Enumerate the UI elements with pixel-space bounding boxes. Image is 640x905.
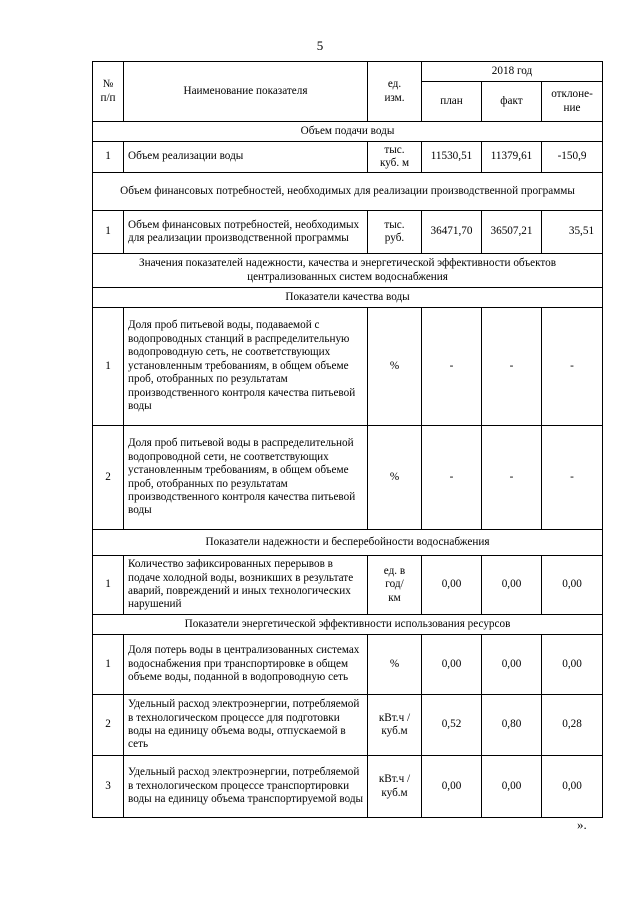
row-plan: 0,00: [422, 556, 482, 615]
row-name: Объем реализации воды: [124, 142, 368, 173]
row-name: Доля проб питьевой воды, подаваемой с водопроводных станций в распределительную водопроводную сеть, не соответствующих установленным требованиям, в общем объеме проб, отобранных по результатам производственного контроля качества питьевой воды: [124, 308, 368, 426]
row-name: Количество зафиксированных перерывов в подаче холодной воды, возникших в результате аварий, повреждений и иных технологических нарушений: [124, 556, 368, 615]
row-fact: -: [482, 426, 542, 530]
row-fact: -: [482, 308, 542, 426]
section-title: Показатели надежности и бесперебойности водоснабжения: [93, 530, 603, 556]
col-header-plan: план: [422, 82, 482, 122]
row-fact: 0,00: [482, 556, 542, 615]
row-deviation: 0,28: [542, 695, 603, 756]
table-row: [93, 756, 603, 818]
table-row: [93, 426, 603, 530]
row-num: 1: [93, 556, 124, 615]
row-plan: 0,00: [422, 635, 482, 695]
page-number: 5: [316, 38, 324, 53]
row-deviation: 0,00: [542, 556, 603, 615]
row-deviation: 0,00: [542, 756, 603, 818]
header-row: [93, 62, 603, 82]
row-unit: кВт.ч / куб.м: [368, 695, 422, 756]
table-row: [93, 695, 603, 756]
row-unit: тыс. руб.: [368, 211, 422, 254]
row-name: Удельный расход электроэнергии, потребляемой в технологическом процессе для подготовки воды на единицу объема воды, отпускаемой в сеть: [124, 695, 368, 756]
col-header-unit: ед. изм.: [368, 62, 422, 122]
row-num: 1: [93, 142, 124, 173]
row-num: 3: [93, 756, 124, 818]
row-plan: 0,00: [422, 756, 482, 818]
section-title: Значения показателей надежности, качества и энергетической эффективности объектов централизованных систем водоснабжения: [93, 254, 603, 288]
row-unit: %: [368, 635, 422, 695]
row-num: 1: [93, 308, 124, 426]
section-title: Показатели энергетической эффективности использования ресурсов: [93, 615, 603, 635]
section-title: Показатели качества воды: [93, 288, 603, 308]
row-deviation: -150,9: [542, 142, 603, 173]
section-row: [93, 615, 603, 635]
row-name: Удельный расход электроэнергии, потребляемой в технологическом процессе транспортировки воды на единицу объема транспортируемой воды: [124, 756, 368, 818]
row-fact: 36507,21: [482, 211, 542, 254]
row-plan: -: [422, 426, 482, 530]
section-row: [93, 530, 603, 556]
table-row: [93, 308, 603, 426]
table-row: [93, 556, 603, 615]
section-title: Объем финансовых потребностей, необходимых для реализации производственной программы: [93, 173, 603, 211]
row-fact: 0,80: [482, 695, 542, 756]
table-row: [93, 635, 603, 695]
row-name: Объем финансовых потребностей, необходимых для реализации производственной программы: [124, 211, 368, 254]
closing-quote: ».: [577, 817, 587, 832]
col-header-deviation: отклоне- ние: [542, 82, 603, 122]
row-deviation: -: [542, 308, 603, 426]
row-num: 2: [93, 426, 124, 530]
row-plan: 36471,70: [422, 211, 482, 254]
row-deviation: 35,51: [542, 211, 603, 254]
row-fact: 11379,61: [482, 142, 542, 173]
row-num: 1: [93, 211, 124, 254]
row-fact: 0,00: [482, 635, 542, 695]
section-row: [93, 254, 603, 288]
row-plan: -: [422, 308, 482, 426]
section-row: [93, 173, 603, 211]
row-unit: %: [368, 308, 422, 426]
row-fact: 0,00: [482, 756, 542, 818]
col-header-year: 2018 год: [422, 62, 603, 82]
row-unit: ед. в год/ км: [368, 556, 422, 615]
row-unit: %: [368, 426, 422, 530]
col-header-name: Наименование показателя: [124, 62, 368, 122]
col-header-fact: факт: [482, 82, 542, 122]
section-row: [93, 122, 603, 142]
row-unit: кВт.ч / куб.м: [368, 756, 422, 818]
section-title: Объем подачи воды: [93, 122, 603, 142]
row-deviation: -: [542, 426, 603, 530]
row-num: 1: [93, 635, 124, 695]
row-num: 2: [93, 695, 124, 756]
table-row: [93, 142, 603, 173]
row-deviation: 0,00: [542, 635, 603, 695]
indicators-table: [92, 61, 603, 818]
row-name: Доля потерь воды в централизованных системах водоснабжения при транспортировке в общем объеме воды, поданной в водопроводную сеть: [124, 635, 368, 695]
row-plan: 0,52: [422, 695, 482, 756]
row-name: Доля проб питьевой воды в распределительной водопроводной сети, не соответствующих установленным требованиям, в общем объеме проб, отобранных по результатам производственного контроля качества питьевой воды: [124, 426, 368, 530]
section-row: [93, 288, 603, 308]
table-row: [93, 211, 603, 254]
row-unit: тыс. куб. м: [368, 142, 422, 173]
col-header-num: № п/п: [93, 62, 124, 122]
row-plan: 11530,51: [422, 142, 482, 173]
